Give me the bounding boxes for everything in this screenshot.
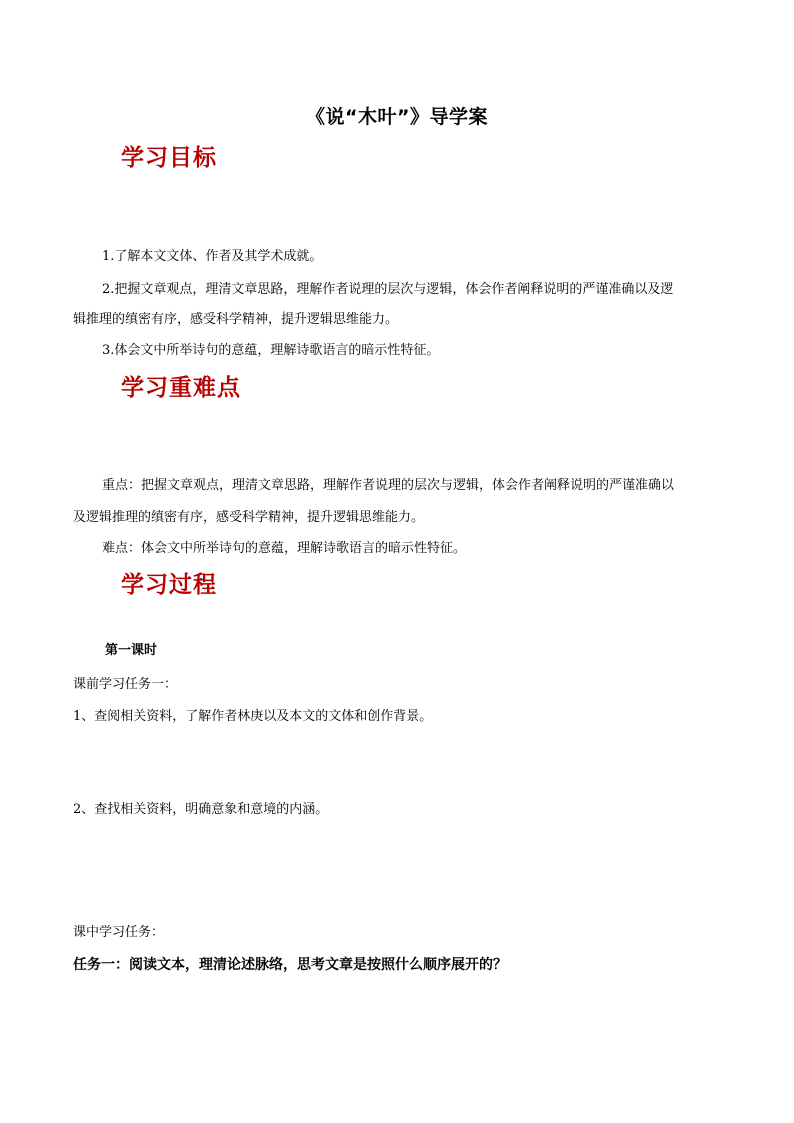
pre-class-item-1: 1、查阅相关资料，了解作者林庚以及本文的文体和创作背景。: [73, 709, 433, 724]
document-title: 《说“木叶”》导学案: [306, 106, 488, 128]
section-heading-process: 学习过程: [121, 572, 217, 598]
task-one: 任务一：阅读文本，理清论述脉络，思考文章是按照什么顺序展开的？: [73, 957, 507, 973]
goal-item-3: 3.体会文中所举诗句的意蕴，理解诗歌语言的暗示性特征。: [102, 343, 440, 358]
lesson-label: 第一课时: [105, 643, 158, 658]
in-class-task-label: 课中学习任务：: [73, 925, 165, 940]
key-point-focus: 重点：把握文章观点，理清文章思路，理解作者说理的层次与逻辑，体会作者阐释说明的严谨准确以: [102, 478, 675, 493]
goal-item-2-continued: 辑推理的缜密有序，感受科学精神，提升逻辑思维能力。: [73, 312, 399, 327]
pre-class-item-2: 2、查找相关资料，明确意象和意境的内涵。: [73, 802, 329, 817]
goal-item-2: 2.把握文章观点，理清文章思路，理解作者说理的层次与逻辑，体会作者阐释说明的严谨准确以及逻: [102, 282, 674, 297]
section-heading-key-points: 学习重难点: [121, 375, 241, 401]
section-heading-goals: 学习目标: [121, 145, 217, 171]
pre-class-task-label: 课前学习任务一：: [73, 677, 178, 692]
key-point-focus-continued: 及逻辑推理的缜密有序，感受科学精神，提升逻辑思维能力。: [73, 510, 425, 525]
key-point-difficulty: 难点：体会文中所举诗句的意蕴，理解诗歌语言的暗示性特征。: [102, 541, 467, 556]
goal-item-1: 1.了解本文文体、作者及其学术成就。: [102, 249, 323, 264]
